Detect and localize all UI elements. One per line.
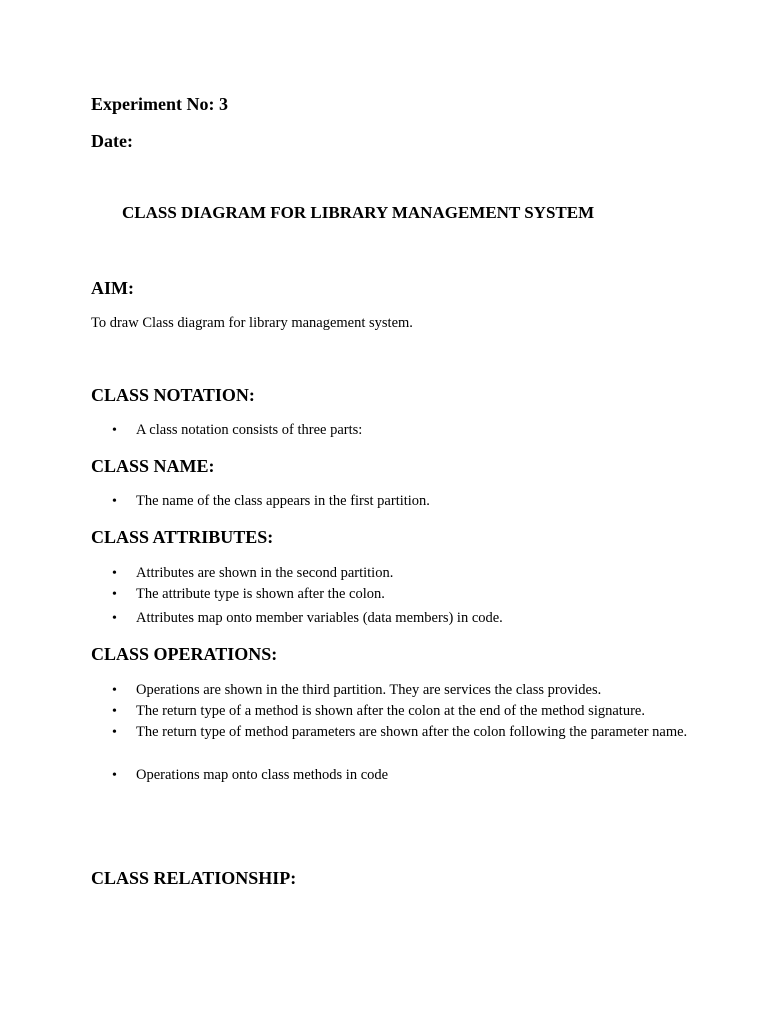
bullet-icon: •: [112, 566, 117, 581]
date-label: Date:: [91, 131, 133, 151]
bullet-icon: •: [112, 587, 117, 602]
bullet-icon: •: [112, 683, 117, 698]
bullet-text: A class notation consists of three parts:: [136, 422, 363, 438]
class-relationship-heading: CLASS RELATIONSHIP:: [91, 868, 297, 888]
class-notation-heading: CLASS NOTATION:: [91, 385, 255, 405]
bullet-icon: •: [112, 725, 117, 740]
bullet-icon: •: [112, 494, 117, 509]
bullet-text: Attributes are shown in the second partition.: [136, 565, 394, 581]
bullet-text: Attributes map onto member variables (data members) in code.: [136, 610, 503, 626]
bullet-text: The attribute type is shown after the colon.: [136, 586, 385, 602]
bullet-text: Operations map onto class methods in code: [136, 767, 389, 783]
class-operations-heading: CLASS OPERATIONS:: [91, 644, 278, 664]
bullet-text: The return type of method parameters are shown after the colon following the parameter name.: [136, 724, 688, 740]
experiment-number: Experiment No: 3: [91, 94, 228, 114]
bullet-icon: •: [112, 768, 117, 783]
class-name-heading: CLASS NAME:: [91, 456, 215, 476]
aim-text: To draw Class diagram for library management system.: [91, 315, 413, 331]
bullet-text: Operations are shown in the third partition. They are services the class provides.: [136, 682, 602, 698]
bullet-icon: •: [112, 423, 117, 438]
class-attributes-heading: CLASS ATTRIBUTES:: [91, 527, 274, 547]
bullet-text: The name of the class appears in the first partition.: [136, 493, 430, 509]
bullet-icon: •: [112, 611, 117, 626]
page-title: CLASS DIAGRAM FOR LIBRARY MANAGEMENT SYSTEM: [122, 203, 595, 222]
aim-heading: AIM:: [91, 278, 134, 298]
bullet-icon: •: [112, 704, 117, 719]
bullet-text: The return type of a method is shown after the colon at the end of the method signature.: [136, 703, 645, 719]
